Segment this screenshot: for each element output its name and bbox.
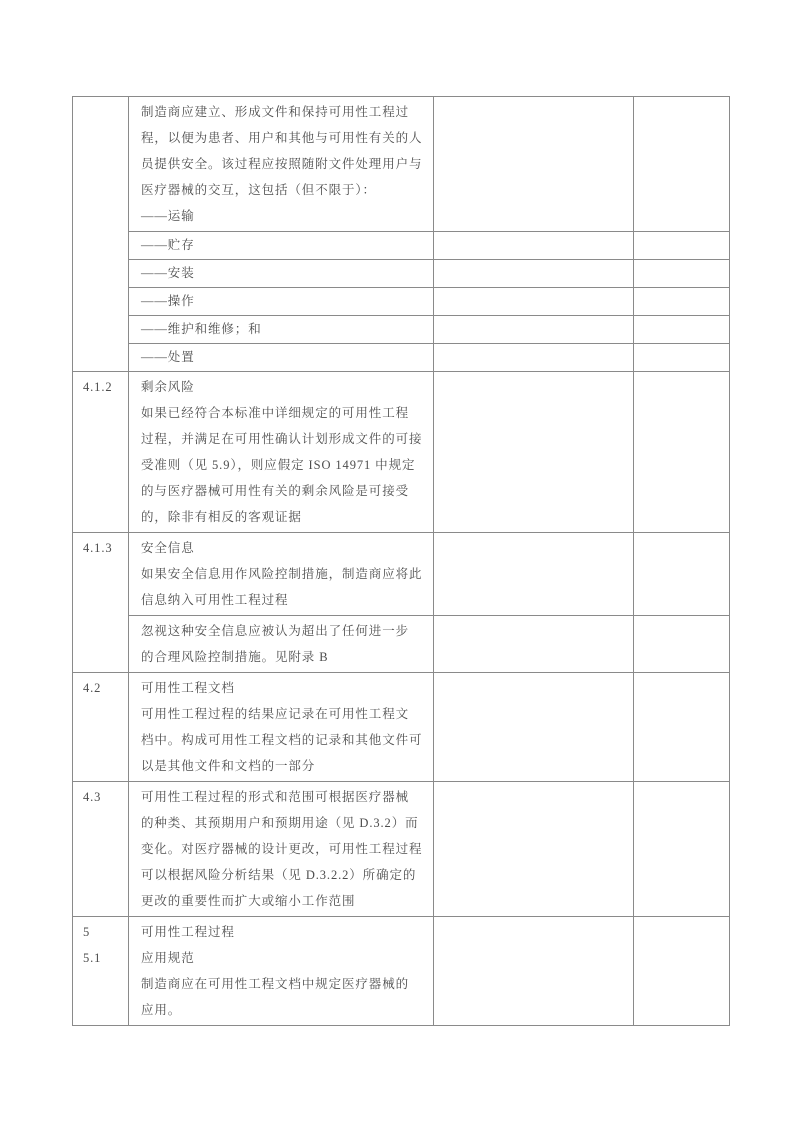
requirement-cell: 可用性工程文档 可用性工程过程的结果应记录在可用性工程文 档中。构成可用性工程文档的记录和其他文件可 以是其他文件和文档的一部分 bbox=[129, 673, 434, 782]
blank-cell bbox=[634, 288, 730, 316]
clause-cell-5-5-1: 5 5.1 bbox=[73, 917, 129, 1026]
blank-cell bbox=[434, 232, 634, 260]
clause-cell-4-3: 4.3 bbox=[73, 782, 129, 917]
blank-cell bbox=[434, 260, 634, 288]
requirement-cell: 可用性工程过程 应用规范 制造商应在可用性工程文档中规定医疗器械的 应用。 bbox=[129, 917, 434, 1026]
table-row bbox=[73, 616, 730, 673]
clause-cell-4-1-2: 4.1.2 bbox=[73, 372, 129, 533]
requirement-list-item: ——维护和维修；和 bbox=[129, 316, 434, 344]
requirement-list-item: ——操作 bbox=[129, 288, 434, 316]
clause-requirements-table bbox=[72, 96, 730, 1026]
blank-cell bbox=[634, 533, 730, 616]
blank-cell bbox=[434, 372, 634, 533]
requirement-list-item: ——处置 bbox=[129, 344, 434, 372]
table-row bbox=[73, 372, 730, 533]
requirement-cell: 制造商应建立、形成文件和保持可用性工程过 程，以便为患者、用户和其他与可用性有关的人 员提供安全。该过程应按照随附文件处理用户与 医疗器械的交互，这包括（但不限于）： ——运输 bbox=[129, 97, 434, 232]
clause-cell-4-1-3: 4.1.3 bbox=[73, 533, 129, 673]
requirement-list-item: ——安装 bbox=[129, 260, 434, 288]
blank-cell bbox=[634, 344, 730, 372]
blank-cell bbox=[434, 97, 634, 232]
requirement-list-item: ——贮存 bbox=[129, 232, 434, 260]
blank-cell bbox=[434, 344, 634, 372]
blank-cell bbox=[634, 260, 730, 288]
blank-cell bbox=[634, 673, 730, 782]
table-row bbox=[73, 673, 730, 782]
blank-cell bbox=[434, 673, 634, 782]
blank-cell bbox=[634, 232, 730, 260]
blank-cell bbox=[434, 288, 634, 316]
clause-cell-4-2: 4.2 bbox=[73, 673, 129, 782]
table-row bbox=[73, 97, 730, 232]
blank-cell bbox=[634, 782, 730, 917]
blank-cell bbox=[434, 316, 634, 344]
blank-cell bbox=[634, 316, 730, 344]
blank-cell bbox=[634, 97, 730, 232]
table-row bbox=[73, 288, 730, 316]
table-row bbox=[73, 260, 730, 288]
blank-cell bbox=[434, 533, 634, 616]
blank-cell bbox=[634, 917, 730, 1026]
table-row bbox=[73, 782, 730, 917]
blank-cell bbox=[434, 917, 634, 1026]
requirement-cell: 安全信息 如果安全信息用作风险控制措施，制造商应将此 信息纳入可用性工程过程 bbox=[129, 533, 434, 616]
requirement-cell: 可用性工程过程的形式和范围可根据医疗器械 的种类、其预期用户和预期用途（见 D.3.2）而 变化。对医疗器械的设计更改，可用性工程过程 可以根据风险分析结果（见 D.3.2.2）所确定的 更改的重要性而扩大或缩小工作范围 bbox=[129, 782, 434, 917]
blank-cell bbox=[434, 782, 634, 917]
clause-cell-empty bbox=[73, 97, 129, 372]
blank-cell bbox=[434, 616, 634, 673]
table-row bbox=[73, 316, 730, 344]
table-row bbox=[73, 533, 730, 616]
requirement-cell: 剩余风险 如果已经符合本标准中详细规定的可用性工程 过程，并满足在可用性确认计划形成文件的可接 受准则（见 5.9），则应假定 ISO 14971 中规定 的与医疗器械可用性有关的剩余风险是可接受 的，除非有相反的客观证据 bbox=[129, 372, 434, 533]
blank-cell bbox=[634, 372, 730, 533]
table-row bbox=[73, 917, 730, 1026]
blank-cell bbox=[634, 616, 730, 673]
requirement-cell: 忽视这种安全信息应被认为超出了任何进一步 的合理风险控制措施。见附录 B bbox=[129, 616, 434, 673]
table-row bbox=[73, 344, 730, 372]
table-row bbox=[73, 232, 730, 260]
